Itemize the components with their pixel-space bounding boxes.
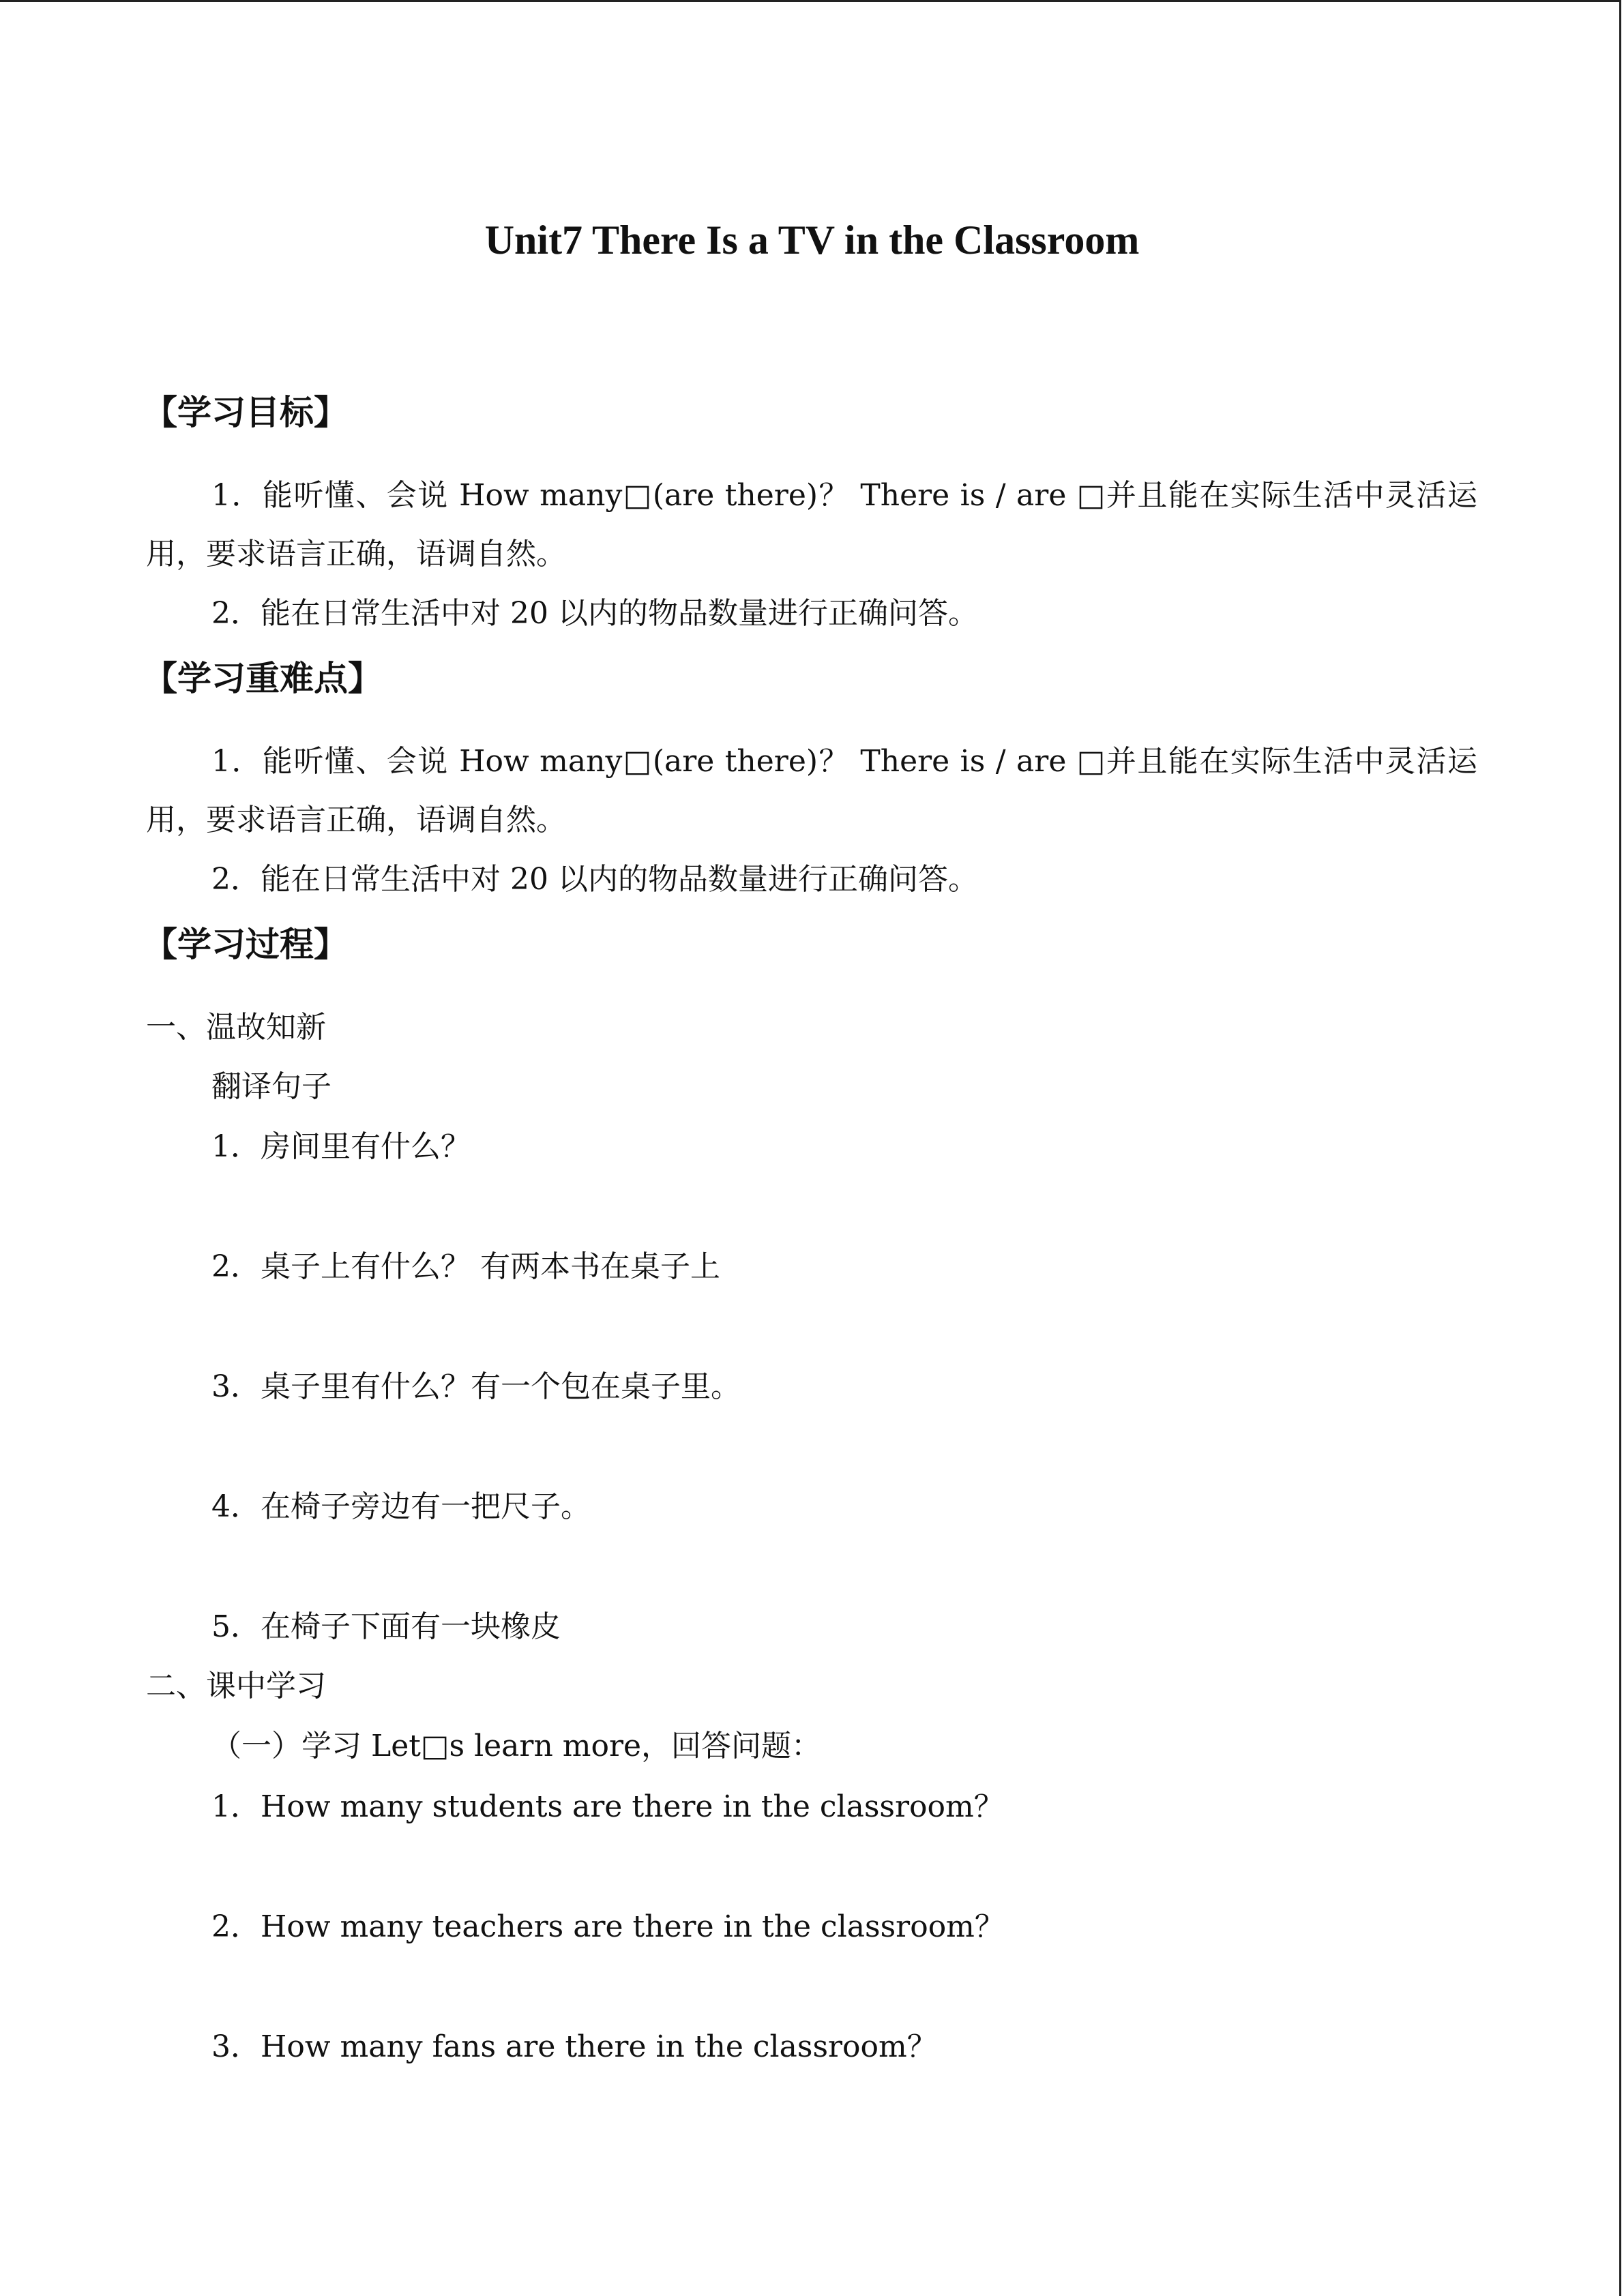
part-1-title: 一、温故知新 xyxy=(146,1010,326,1045)
key-points-item-2: 2．能在日常生活中对 20 以内的物品数量进行正确问答。 xyxy=(211,862,978,897)
goals-item-1-line-2: 用，要求语言正确，语调自然。 xyxy=(146,537,566,571)
part-2-subtitle: （一）学习 Let□s learn more，回答问题： xyxy=(211,1729,822,1763)
section-heading-process: 【学习过程】 xyxy=(143,925,348,964)
page-title: Unit7 There Is a TV in the Classroom xyxy=(484,218,1140,263)
question-item: 3．How many fans are there in the classroom？ xyxy=(211,2029,937,2064)
translate-item: 3．桌子里有什么？有一个包在桌子里。 xyxy=(211,1369,741,1404)
goals-item-1-line-1: 1．能听懂、会说 How many□(are there)？ There is / are □并且能在实际生活中灵活运 xyxy=(211,478,1477,513)
translate-item: 5．在椅子下面有一块橡皮 xyxy=(211,1609,561,1644)
key-points-item-1-line-2: 用，要求语言正确，语调自然。 xyxy=(146,803,566,837)
section-heading-goals: 【学习目标】 xyxy=(143,393,348,432)
key-points-item-1-line-1: 1．能听懂、会说 How many□(are there)？ There is / are □并且能在实际生活中灵活运 xyxy=(211,744,1477,779)
question-item: 2．How many teachers are there in the classroom？ xyxy=(211,1909,1005,1944)
translate-item: 1．房间里有什么？ xyxy=(211,1129,471,1164)
question-item: 1．How many students are there in the classroom？ xyxy=(211,1789,1004,1824)
part-2-title: 二、课中学习 xyxy=(146,1669,326,1703)
section-heading-key-points: 【学习重难点】 xyxy=(143,659,382,698)
translate-item: 2．桌子上有什么？ 有两本书在桌子上 xyxy=(211,1249,720,1284)
goals-item-2: 2．能在日常生活中对 20 以内的物品数量进行正确问答。 xyxy=(211,596,978,631)
part-1-subtitle: 翻译句子 xyxy=(211,1069,331,1104)
translate-item: 4．在椅子旁边有一把尺子。 xyxy=(211,1489,591,1524)
